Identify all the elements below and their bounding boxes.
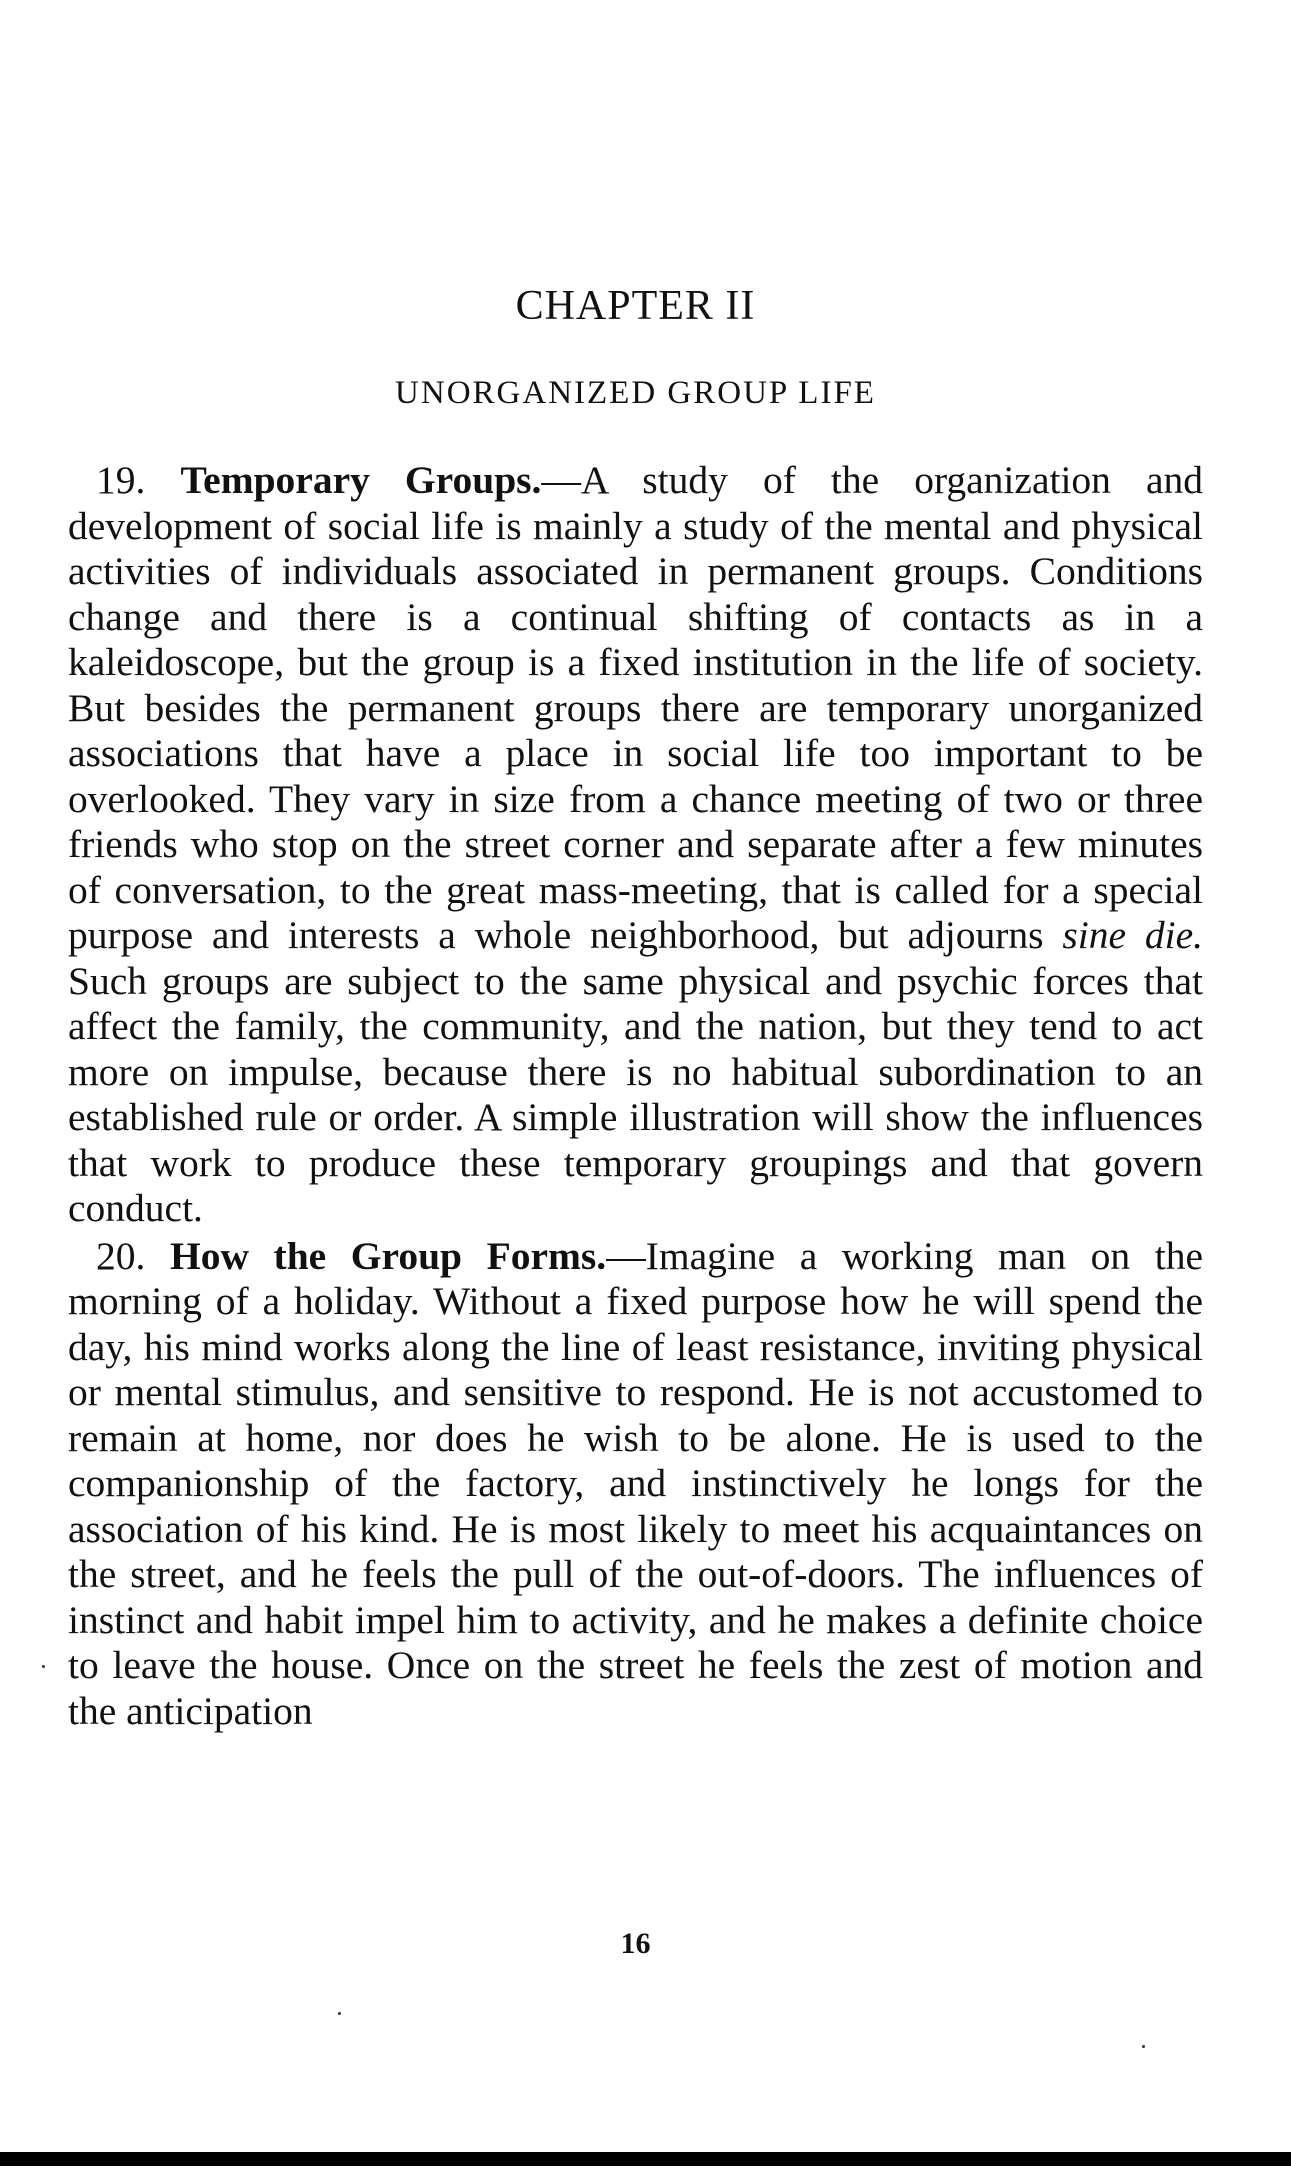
section-number: 20.: [96, 1233, 146, 1278]
latin-phrase: sine die.: [1062, 913, 1203, 957]
body-text: [68, 458, 1203, 1734]
book-page: [68, 0, 1203, 2179]
section-heading: How the Group Forms.: [169, 1233, 607, 1278]
section-text: —Imagine a working man on the morning of a holiday. Without a fixed purpose how he will spend the day, his mind works along the line of least resistance, inviting physical or mental stimulus, and sensitive to respond. He is not accustomed to remain at home, nor does he wish to be alone. He is used to the companionship of the factory, and instinctively he longs for the association of his kind. He is most likely to meet his acquaintances on the street, and he feels the pull of the out-of-doors. The influences of instinct and habit impel him to activity, and he makes a definite choice to leave the house. Once on the street he feels the zest of motion and the anticipation: [68, 1233, 1203, 1733]
section-19-paragraph: [68, 458, 1203, 1232]
section-20-paragraph: [68, 1234, 1203, 1735]
section-text-continued: Such groups are subject to the same physical and psychic forces that affect the family, the community, and the nation, but they tend to act more on impulse, because there is no habitual subordination to an established rule or order. A simple illustration will show the influences that work to produce these temporary groupings and that govern conduct.: [68, 958, 1203, 1230]
chapter-subtitle: UNORGANIZED GROUP LIFE: [395, 375, 876, 411]
scan-speck: [42, 1665, 45, 1668]
page-number: 16: [620, 1927, 651, 1960]
scan-speck: [338, 2012, 341, 2015]
section-heading: Temporary Groups.: [180, 458, 542, 502]
section-number: 19.: [96, 458, 146, 502]
scan-speck: [1142, 2045, 1145, 2048]
chapter-title: CHAPTER II: [515, 283, 756, 329]
scan-edge-bar: [0, 2152, 1291, 2166]
section-text: —A study of the organization and development of social life is mainly a study of the mental and physical activities of individuals associated in permanent groups. Conditions change and there is a continual shifting of contacts as in a kaleidoscope, but the group is a fixed institution in the life of society. But besides the permanent groups there are temporary unorganized associations that have a place in social life too important to be overlooked. They vary in size from a chance meeting of two or three friends who stop on the street corner and separate after a few minutes of conversation, to the great mass-meeting, that is called for a special purpose and interests a whole neighborhood, but adjourns: [68, 458, 1204, 957]
